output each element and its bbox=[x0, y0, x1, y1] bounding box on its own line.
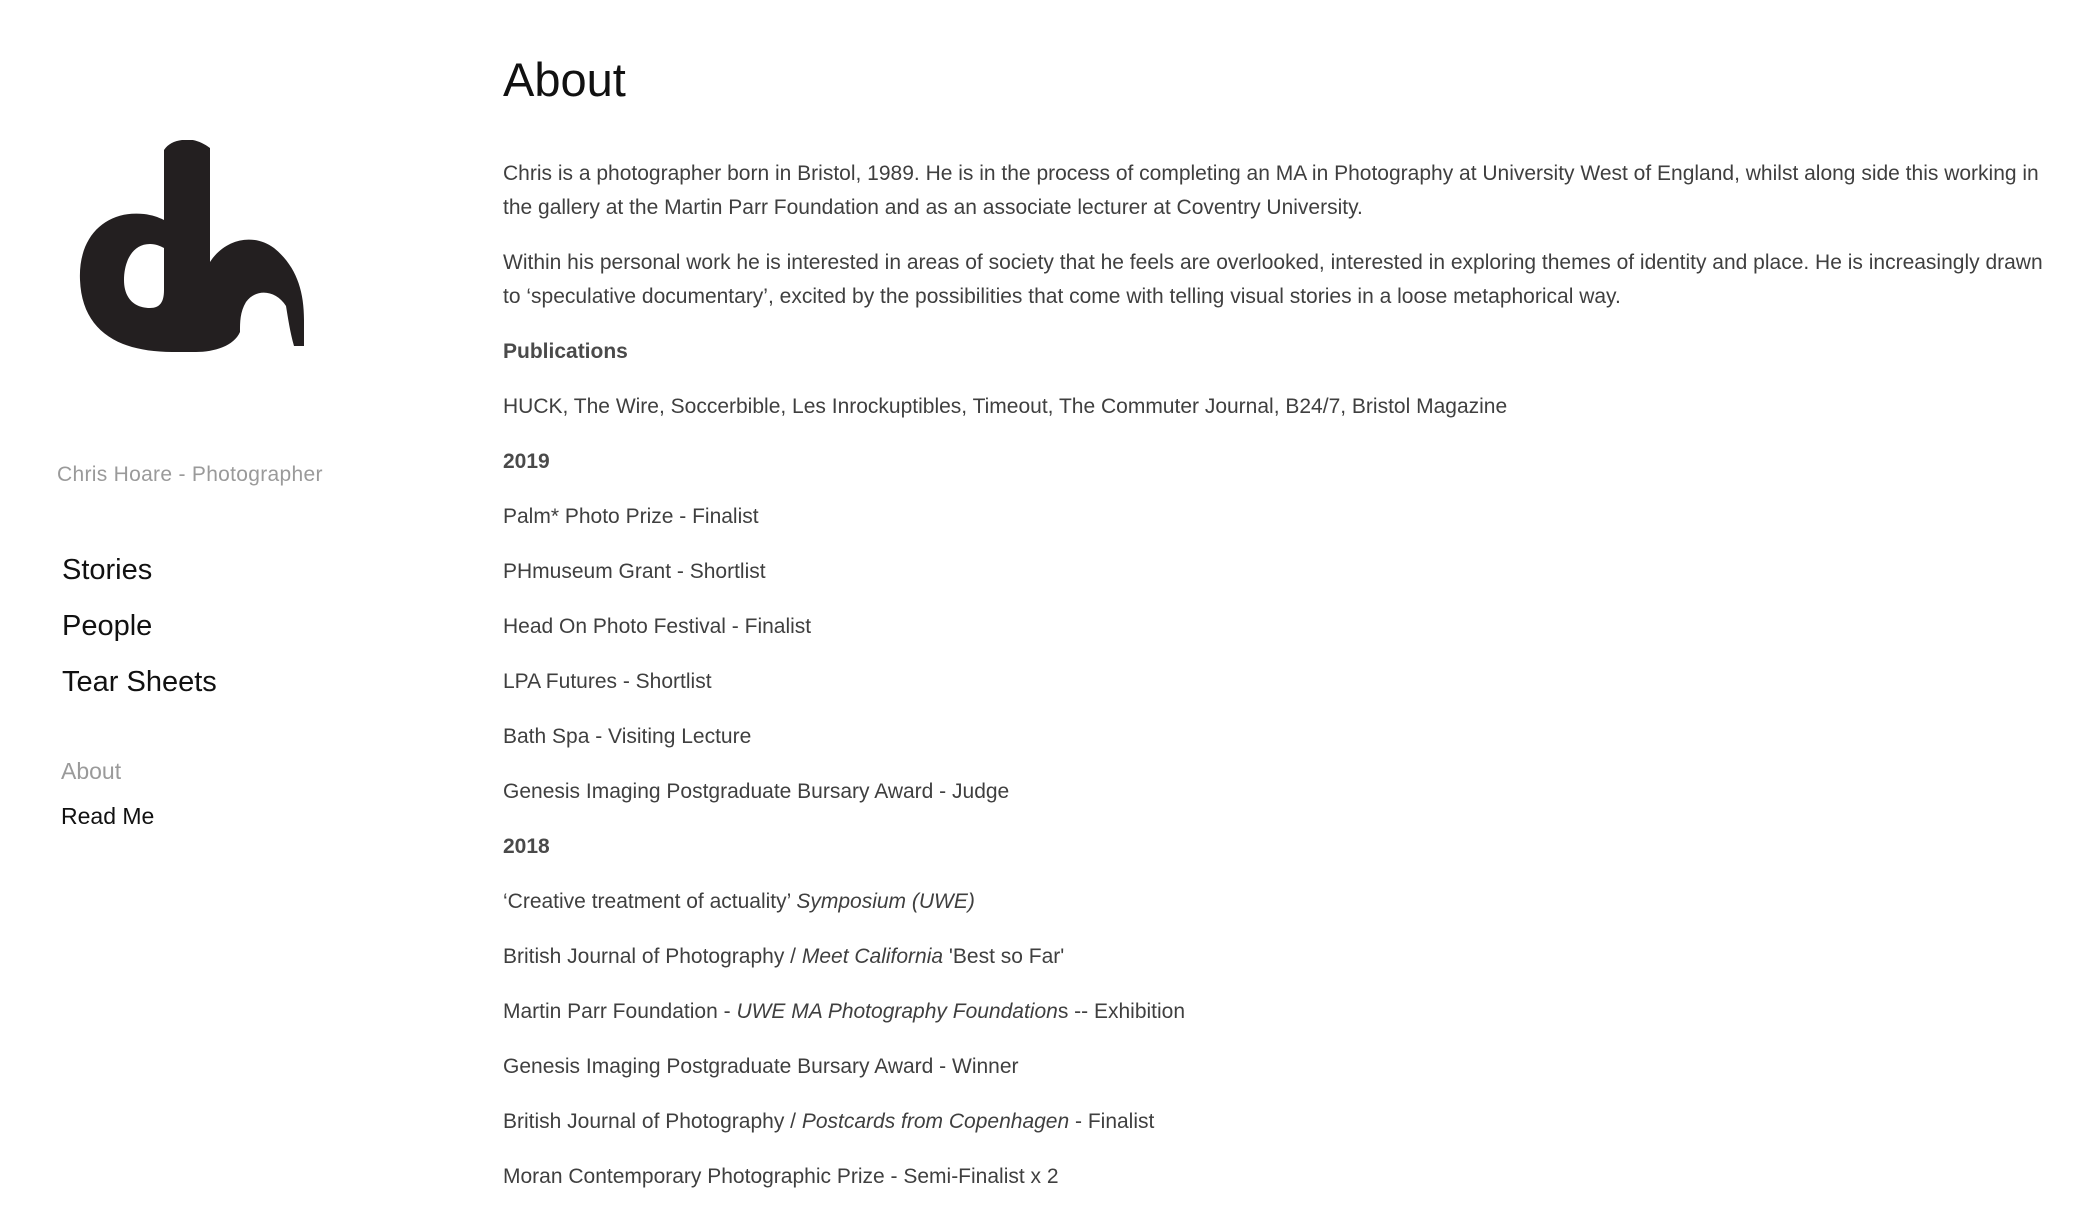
ch-monogram-logo-icon bbox=[76, 140, 316, 360]
list-item-2018 bbox=[503, 1105, 2063, 1139]
item-text: Genesis Imaging Postgraduate Bursary Award - Winner bbox=[503, 1055, 1019, 1078]
intro-paragraph-2: Within his personal work he is interested in areas of society that he feels are overlooked, interested in exploring themes of identity and place. He is increasingly drawn to ‘speculative documentary’, excited by the possibilities that come with telling visual stories in a loose metaphorical way. bbox=[503, 251, 2043, 308]
ch-logo-icon[interactable] bbox=[76, 140, 316, 360]
item-text-suffix: 'Best so Far' bbox=[943, 945, 1065, 968]
secondary-navigation bbox=[61, 754, 154, 844]
year-heading-2018: 2018 bbox=[503, 835, 550, 858]
nav-item-read-me[interactable]: Read Me bbox=[61, 803, 155, 829]
list-item-2018 bbox=[503, 885, 2063, 919]
about-body bbox=[503, 157, 2063, 1215]
publications-heading: Publications bbox=[503, 340, 628, 363]
item-text: British Journal of Photography / bbox=[503, 1110, 802, 1133]
list-item-2019: PHmuseum Grant - Shortlist bbox=[503, 560, 766, 583]
sidebar bbox=[0, 0, 490, 1199]
list-item-2018 bbox=[503, 995, 2063, 1029]
list-item-2018 bbox=[503, 1160, 2063, 1194]
page-title: About bbox=[503, 53, 626, 106]
list-item-2019: Genesis Imaging Postgraduate Bursary Award - Judge bbox=[503, 780, 1010, 803]
main-navigation bbox=[62, 550, 217, 718]
nav-item-about[interactable]: About bbox=[61, 758, 122, 784]
list-item-2019: Bath Spa - Visiting Lecture bbox=[503, 725, 752, 748]
nav-item-stories[interactable]: Stories bbox=[62, 554, 153, 586]
nav-item-tear-sheets[interactable]: Tear Sheets bbox=[62, 666, 217, 698]
item-text: Martin Parr Foundation - bbox=[503, 1000, 737, 1023]
item-text-suffix: s -- Exhibition bbox=[1057, 1000, 1186, 1023]
item-text-suffix: - Finalist bbox=[1069, 1110, 1155, 1133]
list-item-2018 bbox=[503, 1050, 2063, 1084]
publications-list: HUCK, The Wire, Soccerbible, Les Inrockuptibles, Timeout, The Commuter Journal, B24/7, Bristol Magazine bbox=[503, 395, 1508, 418]
item-text: Moran Contemporary Photographic Prize - Semi-Finalist x 2 bbox=[503, 1165, 1059, 1188]
item-italic-text: UWE MA Photography Foundation bbox=[736, 1000, 1058, 1023]
item-text: British Journal of Photography / bbox=[503, 945, 802, 968]
year-heading-2019: 2019 bbox=[503, 450, 550, 473]
item-italic-text: Meet California bbox=[801, 945, 944, 968]
item-italic-text: Symposium (UWE) bbox=[796, 890, 975, 913]
intro-paragraph-1: Chris is a photographer born in Bristol, 1989. He is in the process of completing an MA in Photography at University West of England, whilst along side this working in the gallery at the Martin Parr Foundation and as an associate lecturer at Coventry University. bbox=[503, 162, 2039, 219]
main-content bbox=[503, 0, 2063, 1199]
item-text: ‘Creative treatment of actuality’ bbox=[503, 890, 797, 913]
item-italic-text: Postcards from Copenhagen bbox=[801, 1110, 1070, 1133]
list-item-2019: LPA Futures - Shortlist bbox=[503, 670, 712, 693]
site-title[interactable]: Chris Hoare - Photographer bbox=[57, 463, 323, 486]
nav-item-people[interactable]: People bbox=[62, 610, 153, 642]
list-item-2019: Palm* Photo Prize - Finalist bbox=[503, 505, 759, 528]
list-item-2019: Head On Photo Festival - Finalist bbox=[503, 615, 812, 638]
list-item-2018 bbox=[503, 940, 2063, 974]
